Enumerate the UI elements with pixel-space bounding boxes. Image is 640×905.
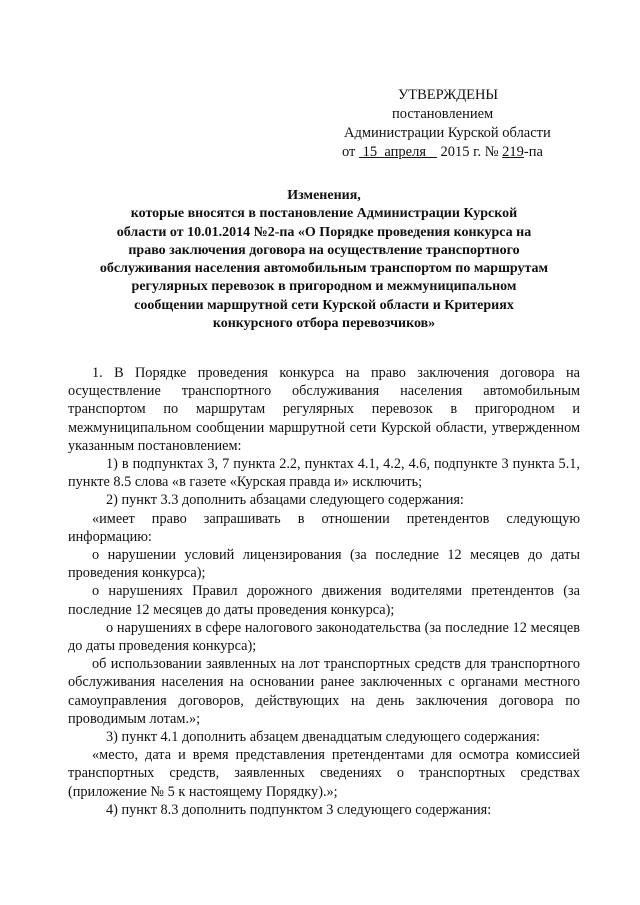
- paragraph-subitem-4: 4) пункт 8.3 дополнить подпунктом 3 следующего содержания:: [106, 801, 492, 818]
- title-line: области от 10.01.2014 №2-па «О Порядке проведения конкурса на: [116, 224, 532, 240]
- paragraph-vehicles: об использовании заявленных на лот транспортных средств для транспортного обслуживания населения на основании ранее заключенных с органами местного самоуправления договоров, действующих на день заключения договора по проводимым лотам.»;: [68, 656, 580, 727]
- date-prefix: от: [342, 144, 356, 160]
- date-day: 15: [362, 144, 378, 160]
- paragraph-subitem-3: 3) пункт 4.1 дополнить абзацем двенадцатым следующего содержания:: [106, 729, 540, 746]
- paragraph-traffic-rules: о нарушениях Правил дорожного движения водителями претендентов (за последние 12 месяцев до даты проведения конкурса);: [68, 583, 580, 618]
- paragraph-item-1: 1. В Порядке проведения конкурса на право заключения договора на осуществление транспортного обслуживания населения автомобильным транспортом по маршрутам регулярных перевозок в пригородном и межмуниципальном сообщении маршрутной сети Курской области, утвержденном указанным постановлением:: [68, 365, 580, 454]
- approval-stamp: [330, 86, 570, 162]
- title-line: которые вносятся в постановление Администрации Курской: [130, 206, 518, 222]
- title-line: Изменения,: [287, 188, 361, 203]
- date-month: апреля: [384, 144, 427, 160]
- paragraph-quote-start: «имеет право запрашивать в отношении претендентов следующую информацию:: [68, 510, 580, 545]
- resolution-number: 219: [502, 144, 524, 160]
- approval-authority: Администрации Курской области: [344, 125, 551, 141]
- paragraph-inspection: «место, дата и время представления претендентами для осмотра комиссией транспортных средств, заявленных сведениях о транспортных средствах (приложение № 5 к настоящему Порядку).»;: [68, 747, 580, 800]
- approval-heading: УТВЕРЖДЕНЫ: [398, 87, 499, 103]
- title-line: сообщении маршрутной сети Курской области и Критериях: [134, 297, 514, 313]
- approval-by-resolution: постановлением: [392, 106, 494, 122]
- date-year: 2015 г. №: [440, 144, 499, 160]
- document-body: [68, 364, 580, 819]
- paragraph-subitem-2: 2) пункт 3.3 дополнить абзацами следующего содержания:: [106, 492, 464, 509]
- paragraph-licensing: о нарушении условий лицензирования (за последние 12 месяцев до даты проведения конкурса);: [68, 547, 580, 582]
- title-line: конкурсного отбора перевозчиков»: [212, 316, 436, 332]
- document-title: [68, 187, 580, 333]
- paragraph-subitem-1: 1) в подпунктах 3, 7 пункта 2.2, пунктах 4.1, 4.2, 4.6, подпункте 3 пункта 5.1, пункте 8.5 слова «в газете «Курская правда и» исключить;: [68, 456, 580, 491]
- resolution-suffix: -па: [523, 144, 543, 160]
- paragraph-tax: о нарушениях в сфере налогового законодательства (за последние 12 месяцев до даты проведения конкурса);: [68, 619, 580, 655]
- approval-date-number: [330, 143, 570, 162]
- title-line: регулярных перевозок в пригородном и межмуниципальном: [131, 279, 517, 295]
- title-line: право заключения договора на осуществление транспортного: [128, 242, 520, 258]
- title-line: обслуживания населения автомобильным транспортом по маршрутам: [99, 261, 549, 277]
